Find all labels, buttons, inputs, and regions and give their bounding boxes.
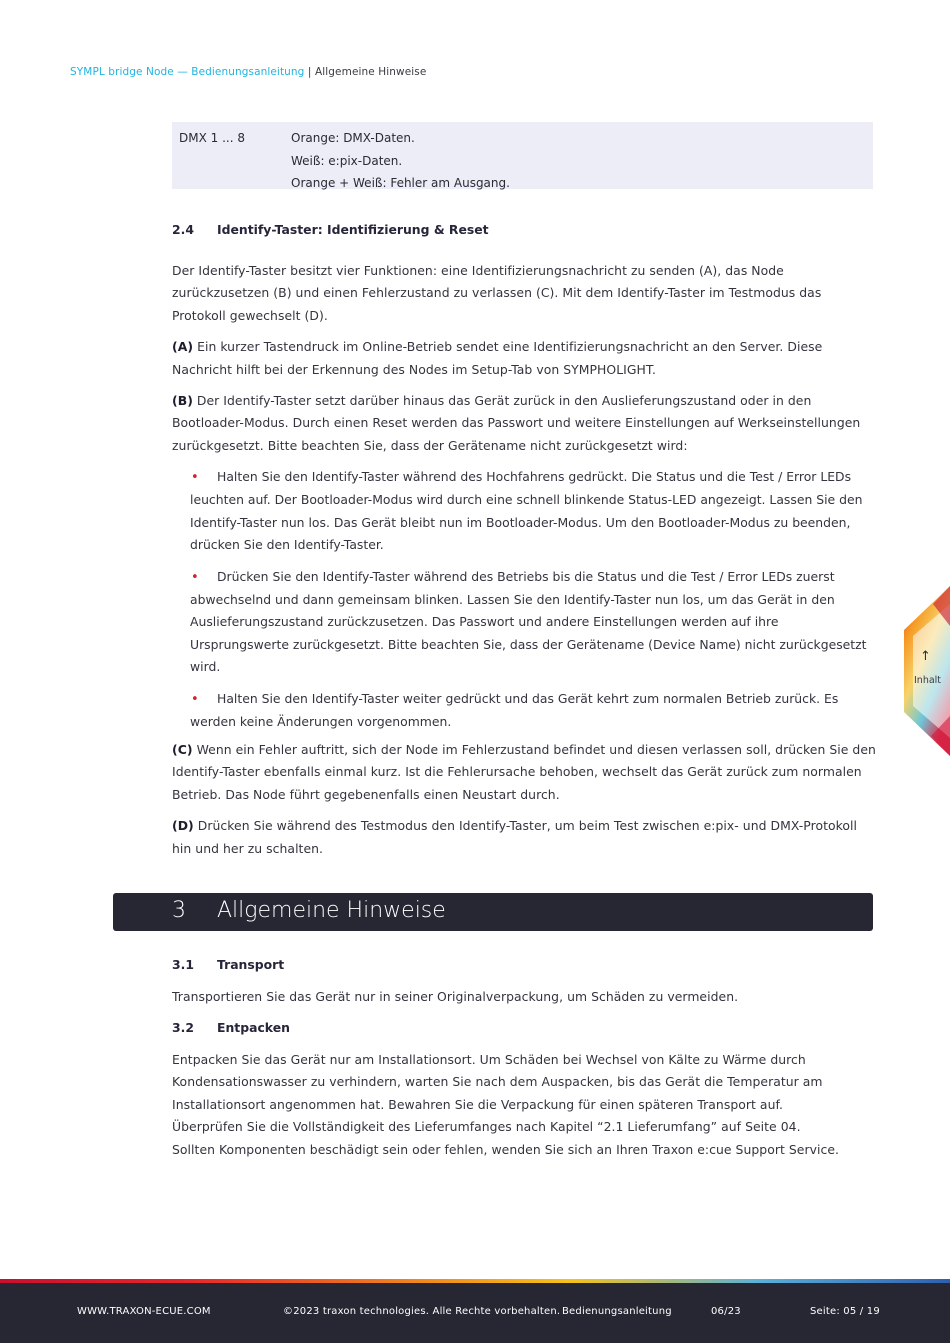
label-c: (C) — [172, 742, 193, 757]
breadcrumb-section: Allgemeine Hinweise — [314, 66, 427, 78]
paragraph-c — [172, 739, 877, 806]
list-item-text: Halten Sie den Identify-Taster weiter gedrückt und das Gerät kehrt zum normalen Betrieb zurück. Es werden keine Änderungen vorgenommen. — [190, 690, 839, 730]
section-number: 3.1 — [172, 957, 194, 972]
toc-label: Inhalt — [914, 675, 942, 686]
unpack-paragraph: Entpacken Sie das Gerät nur am Installationsort. Um Schäden bei Wechsel von Kälte zu Wärme durch Kondensationswasser zu verhindern, warten Sie nach dem Auspacken, bis das Gerät die Temperatur am Installationsort angenommen hat. Bewahren Sie die Verpackung für einen späteren Transport auf. — [172, 1052, 823, 1112]
chapter-number: 3 — [172, 898, 186, 923]
section-3-2-body — [172, 1049, 877, 1161]
breadcrumb-separator: | — [304, 66, 315, 78]
bullet-icon: • — [191, 569, 199, 585]
footer-copyright: ©2023 traxon technologies. Alle Rechte vorbehalten. — [283, 1306, 561, 1317]
section-title: Identify-Taster: Identifizierung & Reset — [217, 222, 489, 237]
chapter-title: Allgemeine Hinweise — [217, 898, 446, 923]
section-2-4-tail — [172, 739, 877, 860]
bullet-icon: • — [191, 691, 199, 707]
section-3-1-body — [172, 986, 877, 1008]
led-table-value: Orange + Weiß: Fehler am Ausgang. — [291, 176, 510, 190]
heading-2-4 — [172, 222, 489, 237]
intro-paragraph: Der Identify-Taster besitzt vier Funktionen: eine Identifizierungsnachricht zu senden (A), das Node zurückzusetzen (B) und einen Fehlerzustand zu verlassen (C). Mit dem Identify-Taster im Testmodus das Protokoll gewechselt (D). — [172, 263, 822, 323]
text-c: Wenn ein Fehler auftritt, sich der Node im Fehlerzustand befindet und diesen verlassen soll, drücken Sie den Identify-Taster ebenfalls einmal kurz. Ist die Fehlerursache behoben, wechselt das Gerät zurück zum normalen Betrieb. Das Node führt gegebenenfalls einen Neustart durch. — [172, 742, 876, 802]
list-item — [190, 566, 880, 679]
list-item-text: Halten Sie den Identify-Taster während des Hochfahrens gedrückt. Die Status und die Test / Error LEDs leuchten auf. Der Bootloader-Modus wird durch eine schnell blinkende Status-LED angezeigt. Lassen Sie den Identify-Taster nun los. Das Gerät bleibt nun im Bootloader-Modus. Um den Bootloader-Modus zu beenden, drücken Sie den Identify-Taster. — [190, 469, 863, 553]
paragraph-a — [172, 336, 877, 381]
list-item — [190, 688, 880, 734]
bullet-icon: • — [191, 470, 199, 485]
text-d: Drücken Sie während des Testmodus den Identify-Taster, um beim Test zwischen e:pix- und DMX-Protokoll hin und her zu schalten. — [172, 818, 858, 856]
label-a: (A) — [172, 339, 194, 355]
text-a: Ein kurzer Tastendruck im Online-Betrieb sendet eine Identifizierungsnachricht an den Server. Diese Nachricht hilft bei der Erkennung des Nodes im Setup-Tab von SYMPHOLIGHT. — [172, 339, 823, 377]
list-item-text: Drücken Sie den Identify-Taster während des Betriebs bis die Status und die Test / Error LEDs zuerst abwechselnd und dann gemeinsam blinken. Lassen Sie den Identify-Taster nun los, um das Gerät in den Auslieferungszustand zurückzusetzen. Das Passwort und andere Einstellungen werden auf ihre Ursprungswerte zurückgesetzt. Bitte beachten Sie, dass der Gerätename (Device Name) nicht zurückgesetzt wird. — [190, 568, 867, 675]
footer-website-link[interactable]: WWW.TRAXON-ECUE.COM — [77, 1306, 211, 1317]
section-2-4-body — [172, 260, 877, 457]
unpack-paragraph: Sollten Komponenten beschädigt sein oder fehlen, wenden Sie sich an Ihren Traxon e:cue Support Service. — [172, 1141, 840, 1157]
footer-doc-type: Bedienungsanleitung — [562, 1306, 672, 1317]
arrow-up-icon: ↑ — [920, 649, 931, 664]
toc-tab[interactable] — [903, 586, 950, 756]
led-table-name: DMX 1 ... 8 — [179, 131, 245, 145]
paragraph-d — [172, 815, 877, 860]
unpack-paragraph: Überprüfen Sie die Vollständigkeit des Lieferumfanges nach Kapitel “2.1 Lieferumfang” auf Seite 04. — [172, 1119, 801, 1135]
toc-tab-background — [903, 586, 950, 756]
page-footer — [0, 1279, 950, 1343]
transport-paragraph: Transportieren Sie das Gerät nur in seiner Originalverpackung, um Schäden zu vermeiden. — [172, 989, 739, 1004]
section-title: Entpacken — [217, 1020, 290, 1035]
label-d: (D) — [172, 818, 194, 834]
footer-color-stripe — [0, 1279, 950, 1283]
footer-version: 06/23 — [711, 1306, 741, 1317]
label-b: (B) — [172, 393, 193, 409]
led-table-value: Weiß: e:pix-Daten. — [291, 153, 403, 168]
heading-3-2 — [172, 1020, 290, 1035]
led-table-values — [291, 127, 510, 195]
breadcrumb — [70, 66, 426, 78]
section-number: 3.2 — [172, 1020, 194, 1035]
paragraph-b — [172, 390, 877, 457]
text-b: Der Identify-Taster setzt darüber hinaus das Gerät zurück in den Auslieferungszustand oder in den Bootloader-Modus. Durch einen Reset werden das Passwort und weitere Einstellungen auf Werkseinstellungen zurückgesetzt. Bitte beachten Sie, dass der Gerätename nicht zurückgesetzt wird: — [172, 393, 861, 453]
heading-3-1 — [172, 957, 284, 972]
breadcrumb-document-link[interactable]: SYMPL bridge Node — Bedienungsanleitung — [70, 66, 305, 78]
led-table-value: Orange: DMX-Daten. — [291, 131, 415, 145]
reset-bullet-list — [190, 466, 880, 733]
chapter-heading — [113, 893, 873, 931]
section-number: 2.4 — [172, 222, 194, 237]
section-title: Transport — [217, 957, 285, 972]
footer-page-number: Seite: 05 / 19 — [810, 1306, 880, 1317]
list-item — [190, 466, 880, 557]
led-status-table — [172, 122, 873, 189]
